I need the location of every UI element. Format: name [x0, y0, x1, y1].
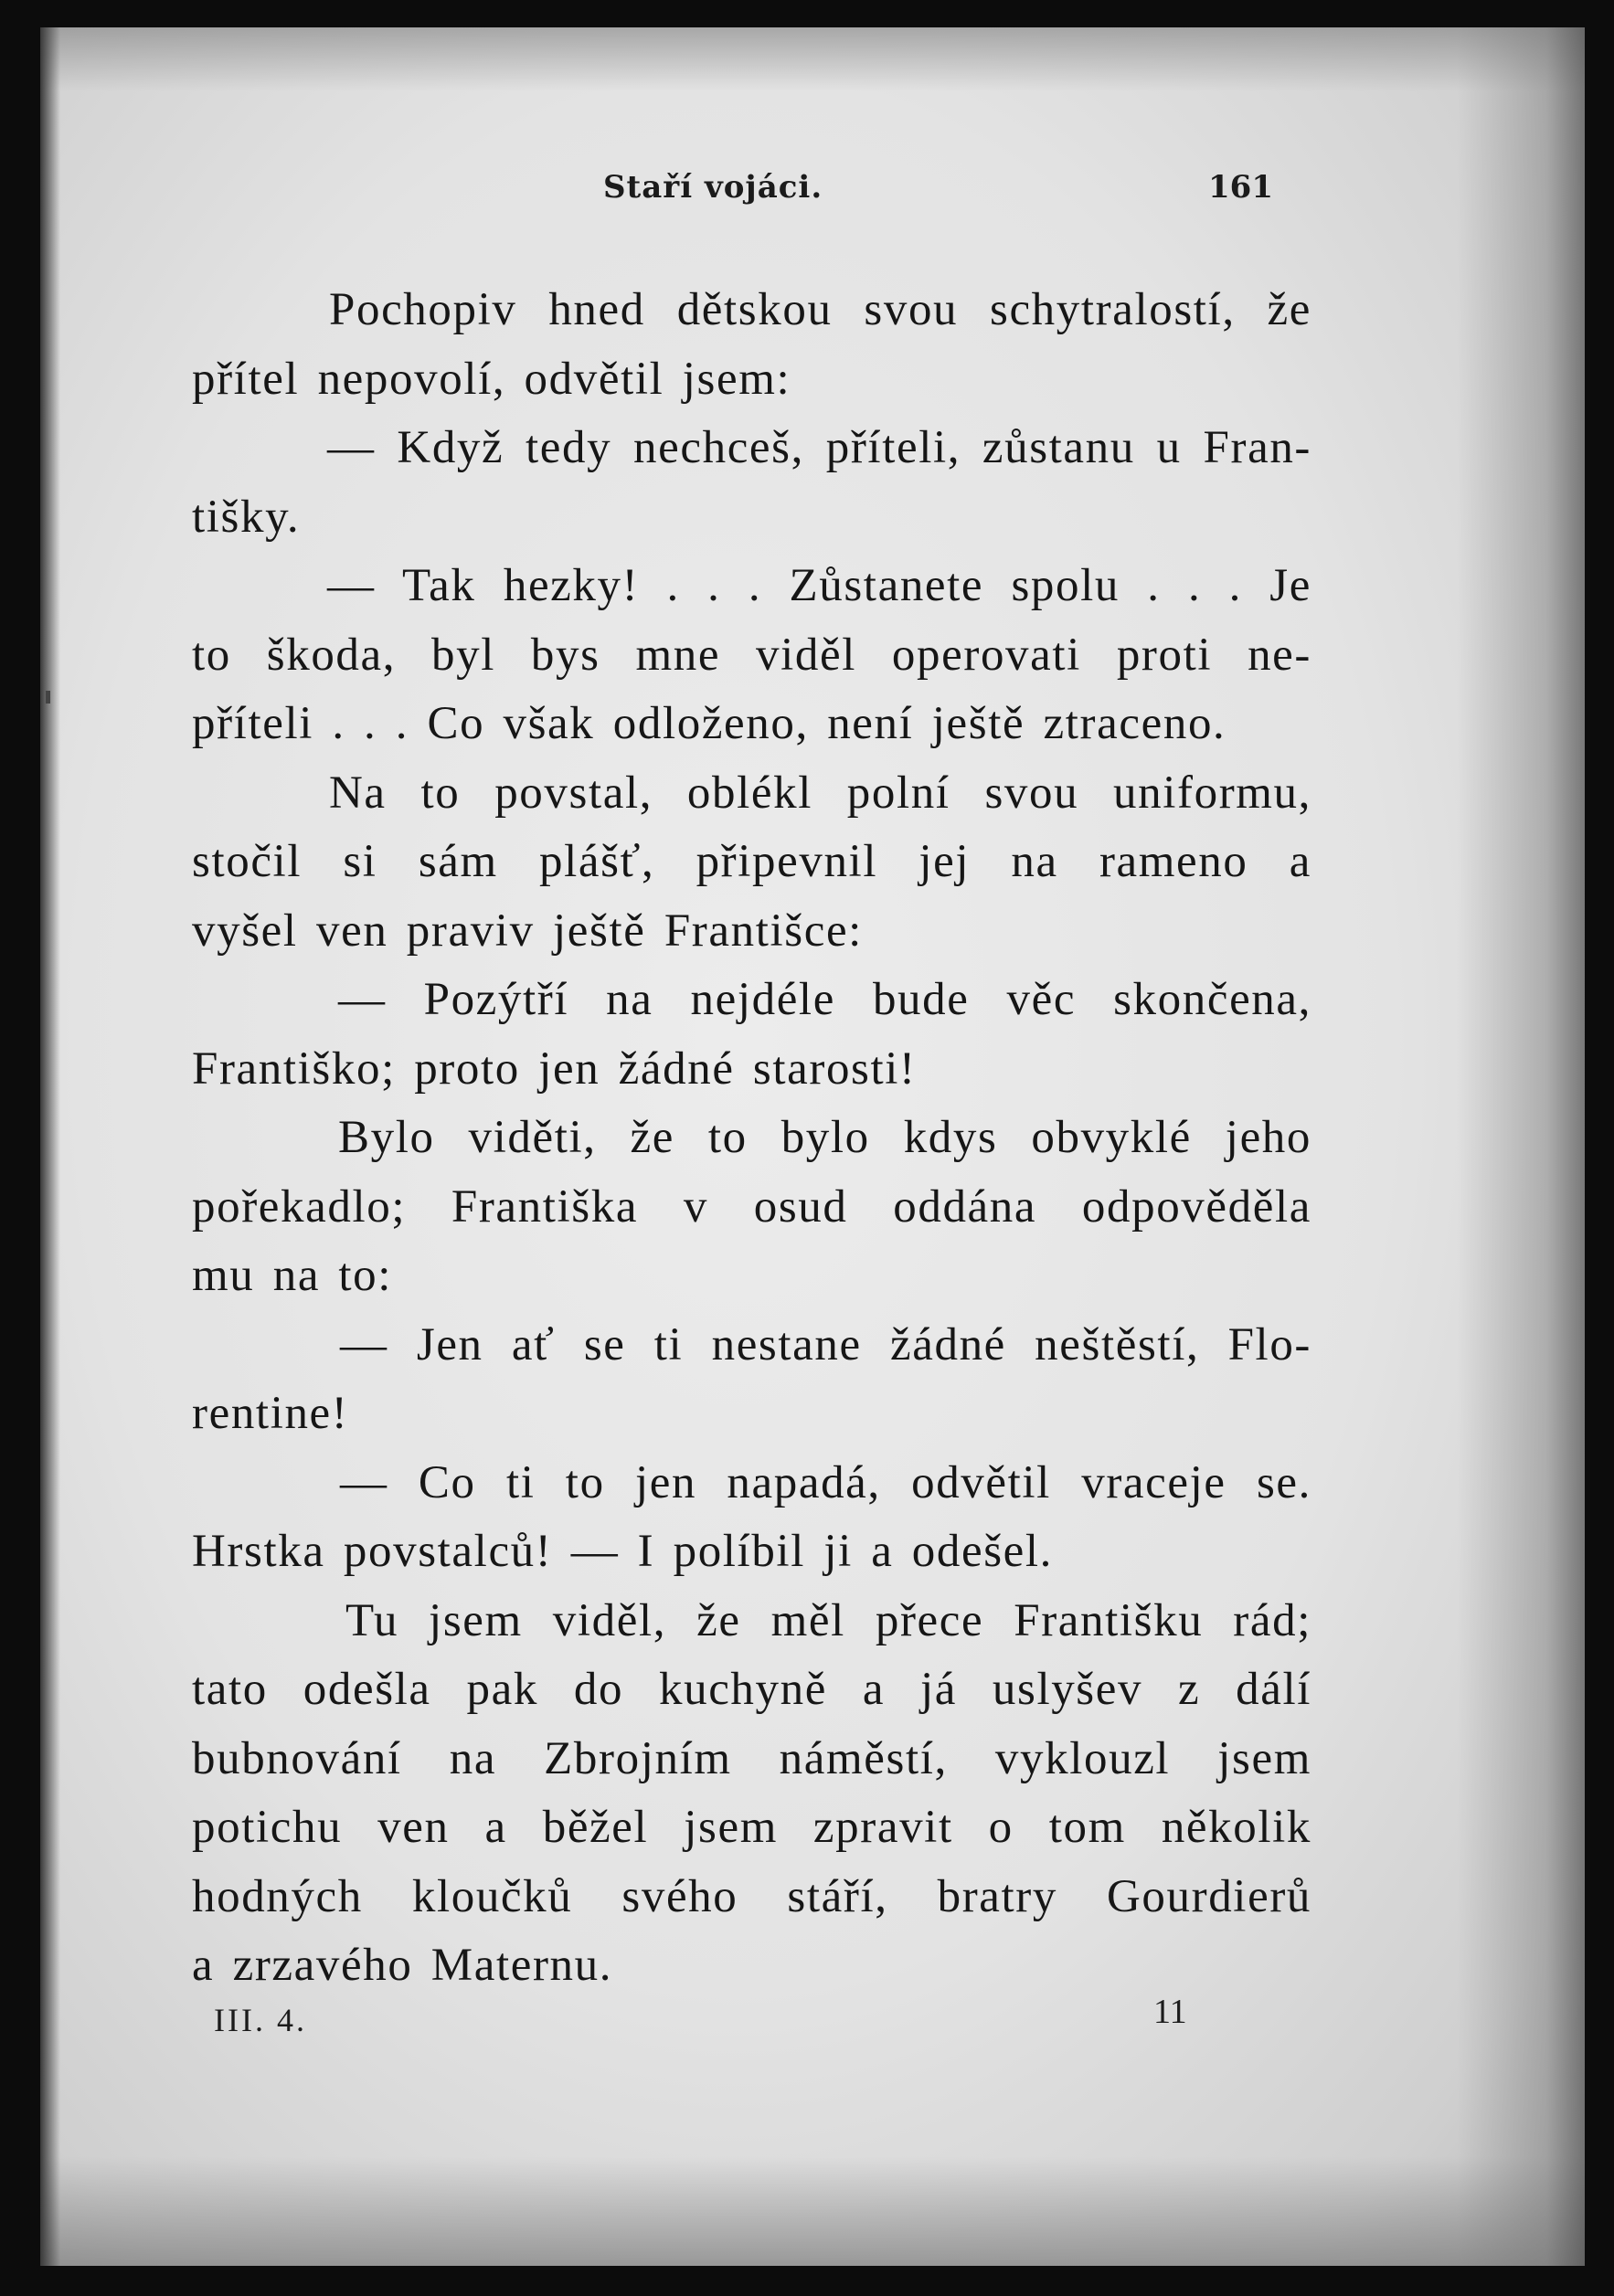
- text-line: Bylo viděti, že to bylo kdys obvyklé jeho: [338, 1112, 1311, 1163]
- text-line: příteli . . . Co však odloženo, není ještě ztraceno.: [192, 698, 1226, 749]
- margin-speck: [46, 691, 50, 704]
- page-number: 161: [1208, 169, 1273, 206]
- page-shadow-top: [40, 27, 1585, 91]
- text-line: rentine!: [192, 1388, 349, 1439]
- page-shadow-right: [1457, 27, 1585, 2266]
- text-line: — Jen ať se ti nestane žádné neštěstí, Flo-: [340, 1318, 1311, 1370]
- text-line: — Tak hezky! . . . Zůstanete spolu . . . Je: [327, 560, 1311, 611]
- text-line: Hrstka povstalců! — I políbil ji a odešel.: [192, 1526, 1054, 1577]
- text-line: — Když tedy nechceš, příteli, zůstanu u Fran-: [327, 422, 1311, 473]
- text-line: mu na to:: [192, 1250, 393, 1301]
- text-line: potichu ven a běžel jsem zpravit o tom několik: [192, 1802, 1311, 1853]
- text-line: a zrzavého Maternu.: [192, 1940, 613, 1991]
- text-line: vyšel ven praviv ještě Františce:: [192, 905, 863, 957]
- page-header: [0, 169, 1614, 215]
- text-line: Pochopiv hned dětskou svou schytralostí, že: [329, 284, 1311, 335]
- text-line: — Co ti to jen napadá, odvětil vraceje se.: [340, 1456, 1311, 1508]
- text-line: Na to povstal, oblékl polní svou uniformu,: [329, 767, 1311, 819]
- text-line: hodných kloučků svého stáří, bratry Gourdierů: [192, 1870, 1311, 1922]
- text-line: přítel nepovolí, odvětil jsem:: [192, 353, 791, 405]
- text-line: tišky.: [192, 491, 301, 543]
- page-shadow-left: [40, 27, 60, 2266]
- text-line: to škoda, byl bys mne viděl operovati proti ne-: [192, 629, 1311, 681]
- text-line: stočil si sám plášť, připevnil jej na rameno a: [192, 836, 1311, 887]
- text-line: — Pozýtří na nejdéle bude věc skončena,: [338, 974, 1311, 1025]
- text-line: Tu jsem viděl, že měl přece Františku rád;: [345, 1594, 1311, 1646]
- body-text: [192, 276, 1311, 2001]
- text-line: tato odešla pak do kuchyně a já uslyšev z dálí: [192, 1664, 1311, 1715]
- running-title: Staří vojáci.: [603, 169, 823, 206]
- text-line: pořekadlo; Františka v osud oddána odpověděla: [192, 1180, 1311, 1233]
- page-shadow-bottom: [40, 2156, 1585, 2266]
- text-line: bubnování na Zbrojním náměstí, vyklouzl jsem: [192, 1732, 1311, 1784]
- sheet-number: 11: [1153, 1993, 1187, 2031]
- text-line: Františko; proto jen žádné starosti!: [192, 1042, 917, 1095]
- printer-signature: III. 4.: [214, 2002, 307, 2038]
